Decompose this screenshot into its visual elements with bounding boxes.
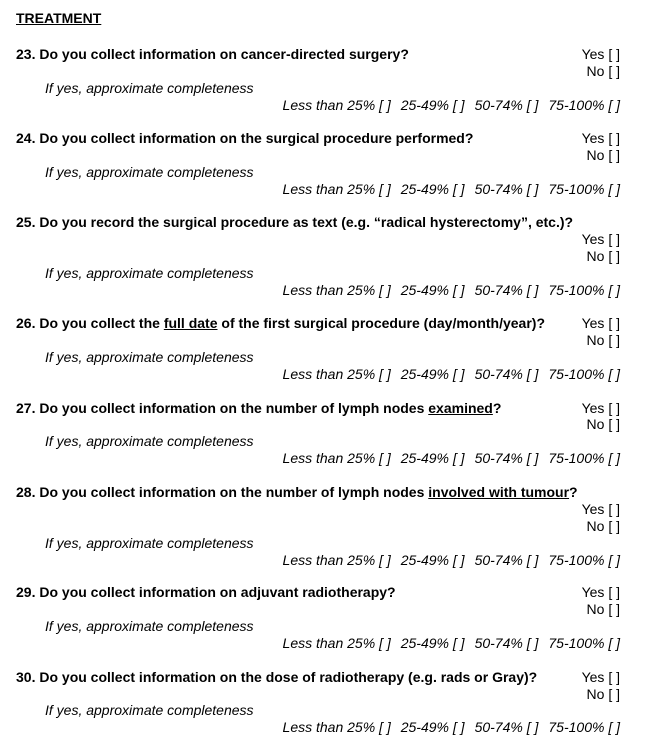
range-50-74[interactable]: 50-74% [ ] bbox=[474, 282, 539, 298]
question-block bbox=[16, 46, 636, 130]
range-75-100[interactable]: 75-100% [ ] bbox=[548, 450, 620, 466]
yes-checkbox[interactable]: Yes [ ] bbox=[581, 501, 620, 517]
no-checkbox[interactable]: No [ ] bbox=[586, 63, 620, 79]
question-text: 26. Do you collect the full date of the first surgical procedure (day/month/year)? bbox=[16, 315, 546, 331]
no-checkbox[interactable]: No [ ] bbox=[586, 686, 620, 702]
range-less-than-25[interactable]: Less than 25% [ ] bbox=[282, 366, 391, 382]
range-75-100[interactable]: 75-100% [ ] bbox=[548, 635, 620, 651]
range-25-49[interactable]: 25-49% [ ] bbox=[400, 366, 465, 382]
question-block bbox=[16, 130, 636, 214]
range-50-74[interactable]: 50-74% [ ] bbox=[474, 719, 539, 735]
range-75-100[interactable]: 75-100% [ ] bbox=[548, 552, 620, 568]
if-yes-label: If yes, approximate completeness bbox=[45, 433, 254, 449]
question-block bbox=[16, 315, 636, 399]
no-checkbox[interactable]: No [ ] bbox=[586, 332, 620, 348]
if-yes-label: If yes, approximate completeness bbox=[45, 164, 254, 180]
range-50-74[interactable]: 50-74% [ ] bbox=[474, 97, 539, 113]
range-50-74[interactable]: 50-74% [ ] bbox=[474, 635, 539, 651]
completeness-options bbox=[283, 552, 620, 568]
range-50-74[interactable]: 50-74% [ ] bbox=[474, 181, 539, 197]
range-50-74[interactable]: 50-74% [ ] bbox=[474, 450, 539, 466]
range-less-than-25[interactable]: Less than 25% [ ] bbox=[282, 719, 391, 735]
no-checkbox[interactable]: No [ ] bbox=[586, 518, 620, 534]
if-yes-label: If yes, approximate completeness bbox=[45, 80, 254, 96]
question-block bbox=[16, 400, 636, 484]
completeness-options bbox=[283, 97, 620, 113]
range-25-49[interactable]: 25-49% [ ] bbox=[400, 181, 465, 197]
question-block bbox=[16, 669, 636, 745]
yes-checkbox[interactable]: Yes [ ] bbox=[581, 584, 620, 600]
completeness-options bbox=[283, 181, 620, 197]
if-yes-label: If yes, approximate completeness bbox=[45, 702, 254, 718]
if-yes-label: If yes, approximate completeness bbox=[45, 349, 254, 365]
if-yes-label: If yes, approximate completeness bbox=[45, 265, 254, 281]
question-text: 29. Do you collect information on adjuvant radiotherapy? bbox=[16, 584, 396, 600]
no-checkbox[interactable]: No [ ] bbox=[586, 601, 620, 617]
completeness-options bbox=[283, 282, 620, 298]
range-75-100[interactable]: 75-100% [ ] bbox=[548, 97, 620, 113]
yes-checkbox[interactable]: Yes [ ] bbox=[581, 46, 620, 62]
range-less-than-25[interactable]: Less than 25% [ ] bbox=[282, 97, 391, 113]
range-75-100[interactable]: 75-100% [ ] bbox=[548, 719, 620, 735]
section-title: TREATMENT bbox=[16, 10, 102, 26]
question-text: 25. Do you record the surgical procedure as text (e.g. “radical hysterectomy”, etc.)? bbox=[16, 214, 574, 230]
question-text: 23. Do you collect information on cancer-directed surgery? bbox=[16, 46, 409, 62]
question-block bbox=[16, 584, 636, 668]
question-block bbox=[16, 214, 636, 314]
no-checkbox[interactable]: No [ ] bbox=[586, 416, 620, 432]
completeness-options bbox=[283, 450, 620, 466]
range-25-49[interactable]: 25-49% [ ] bbox=[400, 282, 465, 298]
no-checkbox[interactable]: No [ ] bbox=[586, 248, 620, 264]
range-25-49[interactable]: 25-49% [ ] bbox=[400, 719, 465, 735]
yes-checkbox[interactable]: Yes [ ] bbox=[581, 130, 620, 146]
yes-checkbox[interactable]: Yes [ ] bbox=[581, 315, 620, 331]
range-50-74[interactable]: 50-74% [ ] bbox=[474, 366, 539, 382]
range-50-74[interactable]: 50-74% [ ] bbox=[474, 552, 539, 568]
yes-checkbox[interactable]: Yes [ ] bbox=[581, 669, 620, 685]
question-text: 27. Do you collect information on the number of lymph nodes examined? bbox=[16, 400, 502, 416]
range-75-100[interactable]: 75-100% [ ] bbox=[548, 282, 620, 298]
if-yes-label: If yes, approximate completeness bbox=[45, 535, 254, 551]
range-75-100[interactable]: 75-100% [ ] bbox=[548, 366, 620, 382]
question-block bbox=[16, 484, 636, 584]
range-25-49[interactable]: 25-49% [ ] bbox=[400, 552, 465, 568]
range-25-49[interactable]: 25-49% [ ] bbox=[400, 97, 465, 113]
range-less-than-25[interactable]: Less than 25% [ ] bbox=[282, 635, 391, 651]
range-less-than-25[interactable]: Less than 25% [ ] bbox=[282, 181, 391, 197]
range-25-49[interactable]: 25-49% [ ] bbox=[400, 635, 465, 651]
yes-checkbox[interactable]: Yes [ ] bbox=[581, 231, 620, 247]
completeness-options bbox=[283, 719, 620, 735]
range-less-than-25[interactable]: Less than 25% [ ] bbox=[282, 552, 391, 568]
range-less-than-25[interactable]: Less than 25% [ ] bbox=[282, 282, 391, 298]
completeness-options bbox=[283, 635, 620, 651]
range-less-than-25[interactable]: Less than 25% [ ] bbox=[282, 450, 391, 466]
completeness-options bbox=[283, 366, 620, 382]
question-text: 30. Do you collect information on the dose of radiotherapy (e.g. rads or Gray)? bbox=[16, 669, 538, 685]
question-text: 24. Do you collect information on the surgical procedure performed? bbox=[16, 130, 474, 146]
if-yes-label: If yes, approximate completeness bbox=[45, 618, 254, 634]
question-text: 28. Do you collect information on the number of lymph nodes involved with tumour? bbox=[16, 484, 578, 500]
yes-checkbox[interactable]: Yes [ ] bbox=[581, 400, 620, 416]
range-25-49[interactable]: 25-49% [ ] bbox=[400, 450, 465, 466]
range-75-100[interactable]: 75-100% [ ] bbox=[548, 181, 620, 197]
no-checkbox[interactable]: No [ ] bbox=[586, 147, 620, 163]
